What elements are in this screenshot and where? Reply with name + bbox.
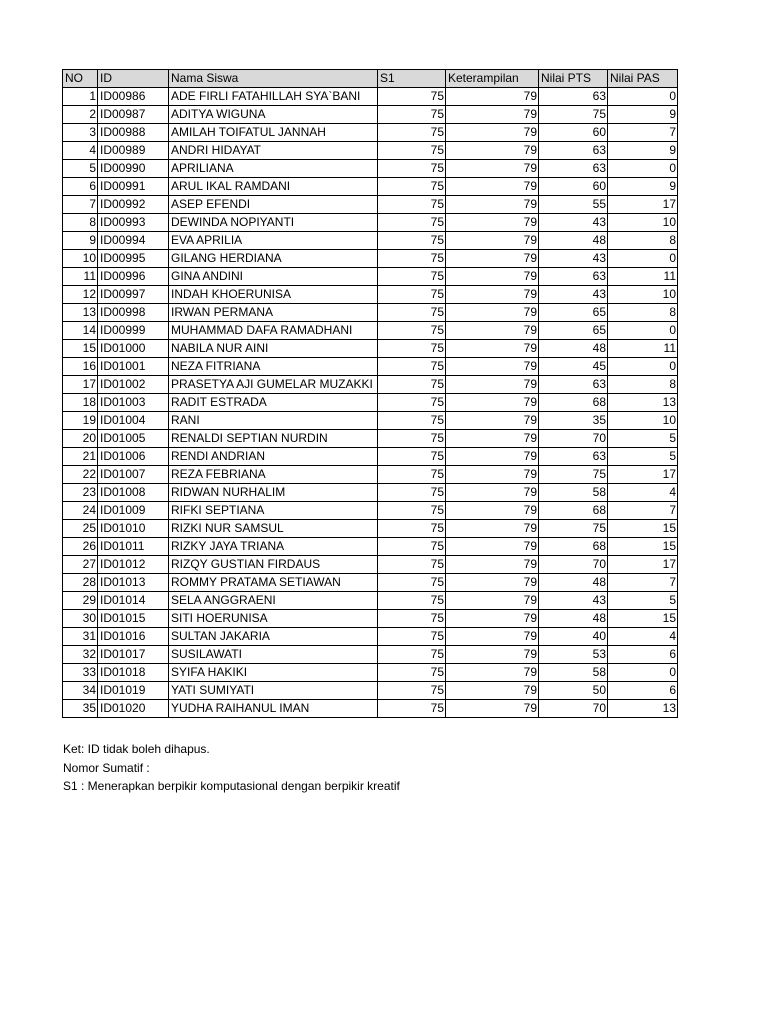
cell-keterampilan[interactable]: 79 [446,520,539,538]
cell-nilai-pts[interactable]: 63 [539,268,608,286]
cell-nama-siswa[interactable]: NABILA NUR AINI [169,340,378,358]
cell-nilai-pas[interactable]: 5 [608,430,678,448]
cell-no[interactable]: 17 [63,376,98,394]
cell-nilai-pas[interactable]: 7 [608,124,678,142]
cell-no[interactable]: 9 [63,232,98,250]
cell-nama-siswa[interactable]: RENALDI SEPTIAN NURDIN [169,430,378,448]
table-row [63,610,678,628]
cell-no[interactable]: 24 [63,502,98,520]
cell-s1[interactable]: 75 [378,538,446,556]
cell-nama-siswa[interactable]: RADIT ESTRADA [169,394,378,412]
cell-s1[interactable]: 75 [378,484,446,502]
cell-id[interactable]: ID01018 [98,664,169,682]
cell-id[interactable]: ID01007 [98,466,169,484]
table-row [63,250,678,268]
cell-keterampilan[interactable]: 79 [446,394,539,412]
cell-no[interactable]: 6 [63,178,98,196]
cell-nama-siswa[interactable]: REZA FEBRIANA [169,466,378,484]
table-row [63,682,678,700]
cell-nilai-pts[interactable]: 65 [539,304,608,322]
cell-nilai-pts[interactable]: 58 [539,484,608,502]
cell-id[interactable]: ID00999 [98,322,169,340]
cell-nilai-pts[interactable]: 65 [539,322,608,340]
cell-nama-siswa[interactable]: MUHAMMAD DAFA RAMADHANI [169,322,378,340]
cell-s1[interactable]: 75 [378,646,446,664]
cell-nilai-pas[interactable]: 10 [608,412,678,430]
cell-nilai-pts[interactable]: 63 [539,376,608,394]
cell-keterampilan[interactable]: 79 [446,106,539,124]
cell-nilai-pas[interactable]: 0 [608,160,678,178]
header-s1[interactable]: S1 [378,70,446,88]
cell-no[interactable]: 28 [63,574,98,592]
cell-nilai-pas[interactable]: 9 [608,178,678,196]
table-row [63,628,678,646]
table-row [63,412,678,430]
cell-keterampilan[interactable]: 79 [446,448,539,466]
cell-no[interactable]: 26 [63,538,98,556]
table-row [63,196,678,214]
cell-nilai-pts[interactable]: 75 [539,520,608,538]
cell-s1[interactable]: 75 [378,556,446,574]
cell-nilai-pts[interactable]: 63 [539,160,608,178]
cell-nilai-pas[interactable]: 8 [608,304,678,322]
cell-nilai-pts[interactable]: 68 [539,502,608,520]
cell-nama-siswa[interactable]: RIFKI SEPTIANA [169,502,378,520]
cell-nilai-pts[interactable]: 43 [539,250,608,268]
note-s1: S1 : Menerapkan berpikir komputasional dengan berpikir kreatif [63,779,400,793]
table-row [63,106,678,124]
cell-id[interactable]: ID00994 [98,232,169,250]
cell-no[interactable]: 25 [63,520,98,538]
cell-keterampilan[interactable]: 79 [446,142,539,160]
cell-nilai-pas[interactable]: 9 [608,142,678,160]
cell-s1[interactable]: 75 [378,124,446,142]
cell-nilai-pts[interactable]: 63 [539,142,608,160]
table-row [63,304,678,322]
cell-nama-siswa[interactable]: ASEP EFENDI [169,196,378,214]
cell-nama-siswa[interactable]: ROMMY PRATAMA SETIAWAN [169,574,378,592]
cell-nilai-pts[interactable]: 60 [539,124,608,142]
cell-keterampilan[interactable]: 79 [446,376,539,394]
cell-nama-siswa[interactable]: APRILIANA [169,160,378,178]
cell-nilai-pts[interactable]: 58 [539,664,608,682]
cell-id[interactable]: ID00997 [98,286,169,304]
cell-keterampilan[interactable]: 79 [446,304,539,322]
cell-id[interactable]: ID01002 [98,376,169,394]
cell-s1[interactable]: 75 [378,106,446,124]
table-row [63,142,678,160]
cell-keterampilan[interactable]: 79 [446,160,539,178]
cell-keterampilan[interactable]: 79 [446,322,539,340]
cell-nama-siswa[interactable]: NEZA FITRIANA [169,358,378,376]
cell-nama-siswa[interactable]: GINA ANDINI [169,268,378,286]
cell-no[interactable]: 33 [63,664,98,682]
table-row [63,376,678,394]
cell-nilai-pas[interactable]: 17 [608,466,678,484]
table-row [63,232,678,250]
cell-s1[interactable]: 75 [378,574,446,592]
cell-nilai-pts[interactable]: 43 [539,214,608,232]
cell-keterampilan[interactable]: 79 [446,214,539,232]
cell-no[interactable]: 31 [63,628,98,646]
header-id[interactable]: ID [98,70,169,88]
table-header-row [63,70,678,88]
cell-s1[interactable]: 75 [378,448,446,466]
header-no[interactable]: NO [63,70,98,88]
cell-id[interactable]: ID01000 [98,340,169,358]
cell-nama-siswa[interactable]: SELA ANGGRAENI [169,592,378,610]
note-ket: Ket: ID tidak boleh dihapus. [63,742,210,756]
header-nilai-pas[interactable]: Nilai PAS [608,70,678,88]
cell-nama-siswa[interactable]: EVA APRILIA [169,232,378,250]
cell-no[interactable]: 4 [63,142,98,160]
cell-id[interactable]: ID01001 [98,358,169,376]
cell-nilai-pas[interactable]: 10 [608,286,678,304]
table-body [63,88,678,718]
cell-nilai-pas[interactable]: 4 [608,628,678,646]
cell-no[interactable]: 20 [63,430,98,448]
cell-keterampilan[interactable]: 79 [446,484,539,502]
cell-nama-siswa[interactable]: RIDWAN NURHALIM [169,484,378,502]
cell-s1[interactable]: 75 [378,394,446,412]
cell-no[interactable]: 14 [63,322,98,340]
cell-nilai-pas[interactable]: 0 [608,322,678,340]
cell-s1[interactable]: 75 [378,340,446,358]
cell-no[interactable]: 12 [63,286,98,304]
cell-nama-siswa[interactable]: ARUL IKAL RAMDANI [169,178,378,196]
cell-keterampilan[interactable]: 79 [446,430,539,448]
cell-no[interactable]: 30 [63,610,98,628]
cell-keterampilan[interactable]: 79 [446,88,539,106]
cell-nilai-pts[interactable]: 70 [539,556,608,574]
table-row [63,394,678,412]
cell-no[interactable]: 32 [63,646,98,664]
header-nilai-pts[interactable]: Nilai PTS [539,70,608,88]
cell-no[interactable]: 18 [63,394,98,412]
cell-nilai-pts[interactable]: 48 [539,232,608,250]
cell-keterampilan[interactable]: 79 [446,610,539,628]
cell-nilai-pas[interactable]: 15 [608,538,678,556]
cell-s1[interactable]: 75 [378,322,446,340]
cell-id[interactable]: ID01009 [98,502,169,520]
cell-keterampilan[interactable]: 79 [446,700,539,718]
table-row [63,538,678,556]
cell-id[interactable]: ID01011 [98,538,169,556]
cell-nilai-pts[interactable]: 70 [539,430,608,448]
cell-nilai-pas[interactable]: 5 [608,448,678,466]
cell-nama-siswa[interactable]: YUDHA RAIHANUL IMAN [169,700,378,718]
cell-nilai-pas[interactable]: 8 [608,232,678,250]
cell-keterampilan[interactable]: 79 [446,340,539,358]
cell-nilai-pts[interactable]: 48 [539,610,608,628]
cell-nama-siswa[interactable]: SULTAN JAKARIA [169,628,378,646]
cell-nilai-pts[interactable]: 35 [539,412,608,430]
cell-nama-siswa[interactable]: SYIFA HAKIKI [169,664,378,682]
cell-s1[interactable]: 75 [378,304,446,322]
cell-nama-siswa[interactable]: YATI SUMIYATI [169,682,378,700]
table-row [63,430,678,448]
cell-nilai-pts[interactable]: 75 [539,106,608,124]
cell-nilai-pts[interactable]: 63 [539,88,608,106]
cell-nama-siswa[interactable]: PRASETYA AJI GUMELAR MUZAKKI [169,376,378,394]
table-row [63,556,678,574]
cell-id[interactable]: ID01020 [98,700,169,718]
cell-id[interactable]: ID01004 [98,412,169,430]
cell-nilai-pas[interactable]: 0 [608,250,678,268]
cell-nilai-pts[interactable]: 45 [539,358,608,376]
cell-id[interactable]: ID00996 [98,268,169,286]
cell-nilai-pas[interactable]: 13 [608,394,678,412]
cell-s1[interactable]: 75 [378,178,446,196]
table-row [63,664,678,682]
cell-id[interactable]: ID00998 [98,304,169,322]
cell-nama-siswa[interactable]: RANI [169,412,378,430]
cell-id[interactable]: ID00989 [98,142,169,160]
cell-id[interactable]: ID00988 [98,124,169,142]
cell-keterampilan[interactable]: 79 [446,232,539,250]
notes [63,740,400,796]
cell-nilai-pas[interactable]: 6 [608,682,678,700]
cell-nilai-pas[interactable]: 10 [608,214,678,232]
cell-keterampilan[interactable]: 79 [446,250,539,268]
cell-id[interactable]: ID00990 [98,160,169,178]
cell-nama-siswa[interactable]: RIZQY GUSTIAN FIRDAUS [169,556,378,574]
cell-nilai-pas[interactable]: 13 [608,700,678,718]
cell-no[interactable]: 16 [63,358,98,376]
table-row [63,520,678,538]
cell-s1[interactable]: 75 [378,232,446,250]
cell-id[interactable]: ID00993 [98,214,169,232]
cell-nama-siswa[interactable]: RIZKY JAYA TRIANA [169,538,378,556]
cell-s1[interactable]: 75 [378,700,446,718]
table-row [63,574,678,592]
cell-s1[interactable]: 75 [378,196,446,214]
cell-no[interactable]: 3 [63,124,98,142]
cell-no[interactable]: 22 [63,466,98,484]
cell-id[interactable]: ID01017 [98,646,169,664]
cell-nilai-pts[interactable]: 43 [539,286,608,304]
cell-s1[interactable]: 75 [378,358,446,376]
cell-keterampilan[interactable]: 79 [446,682,539,700]
cell-nilai-pas[interactable]: 17 [608,556,678,574]
header-nama-siswa[interactable]: Nama Siswa [169,70,378,88]
cell-keterampilan[interactable]: 79 [446,628,539,646]
table-row [63,322,678,340]
cell-nama-siswa[interactable]: AMILAH TOIFATUL JANNAH [169,124,378,142]
cell-no[interactable]: 23 [63,484,98,502]
note-nomor-sumatif: Nomor Sumatif : [63,760,150,775]
cell-s1[interactable]: 75 [378,592,446,610]
cell-s1[interactable]: 75 [378,268,446,286]
cell-keterampilan[interactable]: 79 [446,592,539,610]
cell-keterampilan[interactable]: 79 [446,664,539,682]
cell-nama-siswa[interactable]: ADITYA WIGUNA [169,106,378,124]
cell-id[interactable]: ID00995 [98,250,169,268]
cell-id[interactable]: ID01015 [98,610,169,628]
cell-nilai-pts[interactable]: 55 [539,196,608,214]
table-row [63,160,678,178]
cell-nilai-pas[interactable]: 6 [608,646,678,664]
cell-nilai-pts[interactable]: 50 [539,682,608,700]
cell-id[interactable]: ID01013 [98,574,169,592]
cell-no[interactable]: 8 [63,214,98,232]
table-row [63,340,678,358]
cell-keterampilan[interactable]: 79 [446,358,539,376]
cell-id[interactable]: ID00986 [98,88,169,106]
cell-keterampilan[interactable]: 79 [446,538,539,556]
cell-nilai-pas[interactable]: 0 [608,664,678,682]
cell-keterampilan[interactable]: 79 [446,178,539,196]
cell-id[interactable]: ID01008 [98,484,169,502]
cell-keterampilan[interactable]: 79 [446,502,539,520]
cell-keterampilan[interactable]: 79 [446,466,539,484]
table-row [63,124,678,142]
cell-no[interactable]: 29 [63,592,98,610]
cell-nilai-pas[interactable]: 4 [608,484,678,502]
cell-nama-siswa[interactable]: SITI HOERUNISA [169,610,378,628]
cell-id[interactable]: ID00991 [98,178,169,196]
cell-nilai-pts[interactable]: 63 [539,448,608,466]
cell-nama-siswa[interactable]: RENDI ANDRIAN [169,448,378,466]
cell-s1[interactable]: 75 [378,682,446,700]
table-row [63,214,678,232]
cell-no[interactable]: 11 [63,268,98,286]
cell-nilai-pas[interactable]: 8 [608,376,678,394]
cell-s1[interactable]: 75 [378,250,446,268]
cell-keterampilan[interactable]: 79 [446,412,539,430]
table-row [63,178,678,196]
cell-keterampilan[interactable]: 79 [446,646,539,664]
table-row [63,358,678,376]
cell-nilai-pas[interactable]: 15 [608,520,678,538]
table-row [63,502,678,520]
cell-no[interactable]: 7 [63,196,98,214]
cell-keterampilan[interactable]: 79 [446,124,539,142]
cell-nilai-pts[interactable]: 48 [539,340,608,358]
cell-id[interactable]: ID00987 [98,106,169,124]
cell-nama-siswa[interactable]: SUSILAWATI [169,646,378,664]
cell-s1[interactable]: 75 [378,520,446,538]
cell-no[interactable]: 15 [63,340,98,358]
cell-nama-siswa[interactable]: ADE FIRLI FATAHILLAH SYA`BANI [169,88,378,106]
cell-s1[interactable]: 75 [378,376,446,394]
cell-nama-siswa[interactable]: IRWAN PERMANA [169,304,378,322]
cell-s1[interactable]: 75 [378,160,446,178]
table-row [63,268,678,286]
cell-s1[interactable]: 75 [378,628,446,646]
cell-nilai-pts[interactable]: 68 [539,538,608,556]
grade-sheet [62,69,678,718]
cell-nilai-pts[interactable]: 75 [539,466,608,484]
cell-s1[interactable]: 75 [378,610,446,628]
cell-no[interactable]: 35 [63,700,98,718]
cell-id[interactable]: ID01016 [98,628,169,646]
cell-id[interactable]: ID01006 [98,448,169,466]
cell-nilai-pts[interactable]: 40 [539,628,608,646]
cell-no[interactable]: 5 [63,160,98,178]
cell-nilai-pts[interactable]: 60 [539,178,608,196]
cell-no[interactable]: 19 [63,412,98,430]
cell-s1[interactable]: 75 [378,502,446,520]
cell-nama-siswa[interactable]: GILANG HERDIANA [169,250,378,268]
table-row [63,700,678,718]
cell-s1[interactable]: 75 [378,142,446,160]
cell-nilai-pts[interactable]: 70 [539,700,608,718]
cell-s1[interactable]: 75 [378,412,446,430]
cell-nama-siswa[interactable]: RIZKI NUR SAMSUL [169,520,378,538]
cell-nilai-pas[interactable]: 11 [608,340,678,358]
cell-nilai-pas[interactable]: 7 [608,574,678,592]
cell-no[interactable]: 1 [63,88,98,106]
cell-nilai-pas[interactable]: 0 [608,88,678,106]
cell-nilai-pts[interactable]: 48 [539,574,608,592]
cell-nilai-pts[interactable]: 43 [539,592,608,610]
table-row [63,88,678,106]
cell-s1[interactable]: 75 [378,214,446,232]
table-row [63,484,678,502]
grades-table [62,69,678,718]
table-row [63,448,678,466]
cell-id[interactable]: ID01005 [98,430,169,448]
cell-no[interactable]: 2 [63,106,98,124]
cell-no[interactable]: 13 [63,304,98,322]
cell-keterampilan[interactable]: 79 [446,286,539,304]
cell-nilai-pas[interactable]: 0 [608,358,678,376]
cell-s1[interactable]: 75 [378,664,446,682]
cell-id[interactable]: ID01003 [98,394,169,412]
header-keterampilan[interactable]: Keterampilan [446,70,539,88]
cell-s1[interactable]: 75 [378,286,446,304]
cell-nilai-pas[interactable]: 7 [608,502,678,520]
cell-s1[interactable]: 75 [378,88,446,106]
cell-keterampilan[interactable]: 79 [446,556,539,574]
cell-id[interactable]: ID00992 [98,196,169,214]
cell-nilai-pas[interactable]: 15 [608,610,678,628]
table-row [63,466,678,484]
table-row [63,286,678,304]
cell-id[interactable]: ID01019 [98,682,169,700]
cell-no[interactable]: 27 [63,556,98,574]
cell-nilai-pas[interactable]: 11 [608,268,678,286]
cell-nilai-pas[interactable]: 9 [608,106,678,124]
cell-s1[interactable]: 75 [378,430,446,448]
cell-nilai-pts[interactable]: 68 [539,394,608,412]
cell-id[interactable]: ID01010 [98,520,169,538]
cell-nama-siswa[interactable]: INDAH KHOERUNISA [169,286,378,304]
cell-keterampilan[interactable]: 79 [446,574,539,592]
cell-no[interactable]: 10 [63,250,98,268]
cell-nama-siswa[interactable]: DEWINDA NOPIYANTI [169,214,378,232]
cell-keterampilan[interactable]: 79 [446,268,539,286]
cell-no[interactable]: 34 [63,682,98,700]
cell-id[interactable]: ID01014 [98,592,169,610]
cell-keterampilan[interactable]: 79 [446,196,539,214]
table-row [63,646,678,664]
cell-s1[interactable]: 75 [378,466,446,484]
cell-no[interactable]: 21 [63,448,98,466]
cell-nilai-pts[interactable]: 53 [539,646,608,664]
cell-nama-siswa[interactable]: ANDRI HIDAYAT [169,142,378,160]
table-row [63,592,678,610]
cell-nilai-pas[interactable]: 5 [608,592,678,610]
cell-id[interactable]: ID01012 [98,556,169,574]
cell-nilai-pas[interactable]: 17 [608,196,678,214]
